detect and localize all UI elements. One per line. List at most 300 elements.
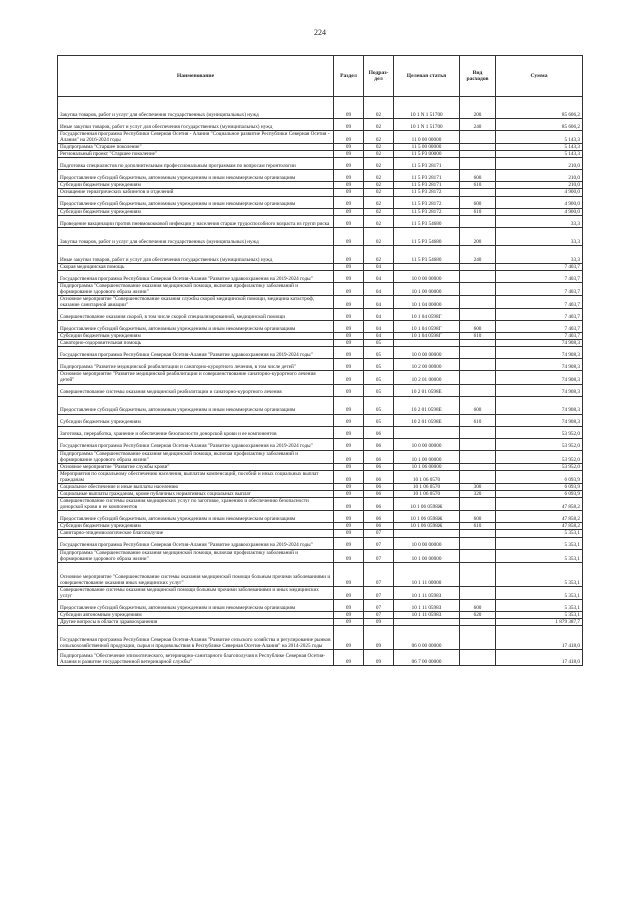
row-type xyxy=(460,158,496,170)
row-subsection: 06 xyxy=(364,523,394,530)
row-type xyxy=(460,438,496,450)
row-subsection: 09 xyxy=(364,650,394,666)
row-name: Оснащение гериатрических кабинетов и отделений xyxy=(58,189,334,196)
table-row xyxy=(58,215,583,227)
row-name: Предоставление субсидий бюджетным, автономным учреждениям и иным некоммерческим организациям xyxy=(58,170,334,182)
row-subsection: 06 xyxy=(364,483,394,490)
row-type xyxy=(460,384,496,396)
row-name: Подпрограмма "Совершенствование оказания медицинской помощи, включая профилактику заболеваний и формирование здорового образа жизни" xyxy=(58,549,334,562)
row-sum: 85 606,2 xyxy=(496,119,583,131)
table-row xyxy=(58,463,583,470)
row-sum: 74 908,3 xyxy=(496,414,583,426)
row-section: 09 xyxy=(334,97,364,119)
row-type xyxy=(460,151,496,158)
row-name: Предоставление субсидий бюджетным, автономным учреждениям и иным некоммерческим организациям xyxy=(58,599,334,611)
row-name: Государственная программа Республики Северная Осетия - Алания "Социальное развитие Республики Северная Осетия - Алания" на 2016-2024 годы xyxy=(58,131,334,144)
row-sum: 5 353,1 xyxy=(496,562,583,586)
row-subsection: 09 xyxy=(364,626,394,650)
row-sum: 85 606,2 xyxy=(496,97,583,119)
row-target: 11 5 P3 54680 xyxy=(394,215,460,227)
row-name: Основное мероприятие "Развитие медицинской реабилитации и совершенствование санаторно-курортного лечения детей" xyxy=(58,371,334,384)
row-target: 11 5 P3 00000 xyxy=(394,151,460,158)
row-subsection: 02 xyxy=(364,158,394,170)
row-section: 09 xyxy=(334,295,364,308)
row-target: 06 7 00 00000 xyxy=(394,650,460,666)
row-target: 11 5 P3 28172 xyxy=(394,196,460,208)
row-name: Подпрограмма "Обеспечение эпизоотического, ветеринарно-санитарного благополучия в Республике Северная Осетия-Алания и развитие государственной ветеринарной службы" xyxy=(58,650,334,666)
row-name: Подпрограмма "Совершенствование оказания медицинской помощи, включая профилактику заболеваний и формирование здорового образа жизни" xyxy=(58,450,334,463)
row-section: 09 xyxy=(334,511,364,523)
row-target: 10 1 00 00000 xyxy=(394,549,460,562)
row-subsection: 02 xyxy=(364,170,394,182)
table-row xyxy=(58,282,583,295)
table-row xyxy=(58,511,583,523)
row-target xyxy=(394,263,460,270)
row-target: 11 5 00 00000 xyxy=(394,144,460,151)
row-section: 09 xyxy=(334,384,364,396)
row-section: 09 xyxy=(334,491,364,498)
row-target: 06 0 00 00000 xyxy=(394,626,460,650)
row-name: Скорая медицинская помощь xyxy=(58,263,334,270)
row-section: 09 xyxy=(334,245,364,263)
row-section: 09 xyxy=(334,438,364,450)
row-type xyxy=(460,450,496,463)
column-header-name: Наименование xyxy=(58,56,334,97)
row-section: 09 xyxy=(334,530,364,537)
table-row xyxy=(58,599,583,611)
row-target: 11 5 P3 54680 xyxy=(394,227,460,245)
row-type xyxy=(460,144,496,151)
row-section: 09 xyxy=(334,650,364,666)
row-type xyxy=(460,309,496,321)
table-row xyxy=(58,189,583,196)
table-row xyxy=(58,182,583,189)
row-target: 11 5 P3 28172 xyxy=(394,189,460,196)
row-target: 10 1 06 0570 xyxy=(394,491,460,498)
row-type: 240 xyxy=(460,245,496,263)
row-name: Совершенствование системы оказания медицинской помощи больным прочими заболеваниями и иных медицинских услуг xyxy=(58,586,334,599)
row-name: Предоставление субсидий бюджетным, автономным учреждениям и иным некоммерческим организациям xyxy=(58,196,334,208)
row-type: 600 xyxy=(460,511,496,523)
row-section: 09 xyxy=(334,611,364,618)
row-sum: 17 418,0 xyxy=(496,650,583,666)
row-type xyxy=(460,549,496,562)
row-section: 09 xyxy=(334,158,364,170)
row-name: Совершенствование оказания скорой, в том числе скорой специализированной, медицинской помощи xyxy=(58,309,334,321)
row-section: 09 xyxy=(334,537,364,549)
row-type: 610 xyxy=(460,208,496,215)
row-sum: 53 952,0 xyxy=(496,463,583,470)
row-name: Подпрограмма "Старшее поколение" xyxy=(58,144,334,151)
table-row xyxy=(58,333,583,340)
row-target: 10 1 06 00000 xyxy=(394,463,460,470)
row-sum: 74 908,3 xyxy=(496,340,583,347)
row-subsection: 04 xyxy=(364,270,394,282)
table-row xyxy=(58,208,583,215)
row-type xyxy=(460,340,496,347)
table-row xyxy=(58,321,583,333)
row-sum: 4 900,0 xyxy=(496,208,583,215)
row-target: 10 1 06 0598Ж xyxy=(394,511,460,523)
row-type: 300 xyxy=(460,483,496,490)
row-section: 09 xyxy=(334,196,364,208)
row-target xyxy=(394,530,460,537)
row-target xyxy=(394,619,460,626)
row-name: Государственная программа Республики Северная Осетия-Алания "Развитие сельского хозяйства и регулирование рынков сельскохозяйственной продукции, сырья и продовольствия в Республике Северная Осетия-Алания" на 2014-2025 годы xyxy=(58,626,334,650)
row-name: Иные закупки товаров, работ и услуг для обеспечения государственных (муниципальных) нужд xyxy=(58,245,334,263)
row-name: Закупка товаров, работ и услуг для обеспечения государственных (муниципальных) нужд xyxy=(58,97,334,119)
row-target: 11 5 P3 28171 xyxy=(394,158,460,170)
row-sum: 210,0 xyxy=(496,170,583,182)
row-type xyxy=(460,619,496,626)
row-section: 09 xyxy=(334,144,364,151)
column-header-section: Раздел xyxy=(334,56,364,97)
row-sum: 5 353,1 xyxy=(496,611,583,618)
column-header-sum: Сумма xyxy=(496,56,583,97)
row-name: Социальные выплаты гражданам, кроме публичных нормативных социальных выплат xyxy=(58,491,334,498)
row-type xyxy=(460,215,496,227)
row-type: 610 xyxy=(460,333,496,340)
table-row xyxy=(58,626,583,650)
row-sum: 53 952,0 xyxy=(496,450,583,463)
row-type xyxy=(460,586,496,599)
row-target: 10 1 N 1 51700 xyxy=(394,119,460,131)
row-subsection: 09 xyxy=(364,619,394,626)
row-target: 10 2 01 0598Е xyxy=(394,414,460,426)
row-type xyxy=(460,562,496,586)
row-sum: 7 403,7 xyxy=(496,321,583,333)
row-name: Другие вопросы в области здравоохранения xyxy=(58,619,334,626)
table-row xyxy=(58,245,583,263)
row-name: Основное мероприятие "Развитие службы крови" xyxy=(58,463,334,470)
table-row xyxy=(58,586,583,599)
row-type: 320 xyxy=(460,491,496,498)
row-subsection: 02 xyxy=(364,97,394,119)
row-target: 11 0 00 00000 xyxy=(394,131,460,144)
row-subsection: 05 xyxy=(364,384,394,396)
table-row xyxy=(58,270,583,282)
row-sum: 7 403,7 xyxy=(496,282,583,295)
row-sum: 1 879 387,7 xyxy=(496,619,583,626)
row-subsection: 02 xyxy=(364,151,394,158)
row-type: 610 xyxy=(460,414,496,426)
row-target: 10 0 00 00000 xyxy=(394,270,460,282)
row-section: 09 xyxy=(334,359,364,371)
row-target: 10 1 06 0570 xyxy=(394,470,460,483)
row-type xyxy=(460,463,496,470)
row-subsection: 05 xyxy=(364,396,394,414)
table-row xyxy=(58,562,583,586)
row-sum: 47 858,2 xyxy=(496,511,583,523)
row-sum: 33,3 xyxy=(496,215,583,227)
row-subsection: 06 xyxy=(364,438,394,450)
row-subsection: 06 xyxy=(364,491,394,498)
row-name: Подготовка специалистов по дополнительным профессиональным программам по вопросам геронтологии xyxy=(58,158,334,170)
row-section: 09 xyxy=(334,463,364,470)
row-type xyxy=(460,295,496,308)
row-subsection: 07 xyxy=(364,599,394,611)
row-subsection: 02 xyxy=(364,131,394,144)
row-sum: 74 908,3 xyxy=(496,384,583,396)
row-target: 11 5 P3 28172 xyxy=(394,208,460,215)
table-row xyxy=(58,523,583,530)
row-sum: 7 403,7 xyxy=(496,333,583,340)
row-sum: 7 403,7 xyxy=(496,295,583,308)
row-section: 09 xyxy=(334,263,364,270)
row-name: Совершенствование системы оказания медицинских услуг по заготовке, хранению и обеспечению безопасности донорской крови и ее компонентов xyxy=(58,498,334,511)
row-type: 240 xyxy=(460,119,496,131)
row-section: 09 xyxy=(334,562,364,586)
row-target: 10 2 01 00000 xyxy=(394,371,460,384)
table-body xyxy=(58,97,583,666)
row-subsection: 06 xyxy=(364,470,394,483)
row-type: 600 xyxy=(460,599,496,611)
row-sum: 6 093,9 xyxy=(496,483,583,490)
row-name: Субсидии бюджетным учреждениям xyxy=(58,182,334,189)
row-sum: 47 858,2 xyxy=(496,498,583,511)
row-sum: 4 900,0 xyxy=(496,196,583,208)
row-section: 09 xyxy=(334,321,364,333)
row-type: 600 xyxy=(460,170,496,182)
row-type xyxy=(460,282,496,295)
row-sum: 4 900,0 xyxy=(496,189,583,196)
row-sum: 53 952,0 xyxy=(496,438,583,450)
table-row xyxy=(58,470,583,483)
table-row xyxy=(58,426,583,438)
row-target: 10 2 01 0598Е xyxy=(394,396,460,414)
row-target: 10 1 11 0598З xyxy=(394,611,460,618)
row-section: 09 xyxy=(334,182,364,189)
row-name: Совершенствование системы оказания медицинской реабилитации и санаторно-курортного лечения xyxy=(58,384,334,396)
table-row xyxy=(58,170,583,182)
row-subsection: 04 xyxy=(364,321,394,333)
row-section: 09 xyxy=(334,131,364,144)
row-target: 10 0 00 00000 xyxy=(394,347,460,359)
row-name: Предоставление субсидий бюджетным, автономным учреждениям и иным некоммерческим организациям xyxy=(58,396,334,414)
row-sum: 5 143,3 xyxy=(496,131,583,144)
row-subsection: 02 xyxy=(364,227,394,245)
row-target: 10 1 11 0598З xyxy=(394,586,460,599)
row-subsection: 05 xyxy=(364,359,394,371)
row-subsection: 06 xyxy=(364,511,394,523)
row-sum: 7 403,7 xyxy=(496,263,583,270)
row-section: 09 xyxy=(334,333,364,340)
row-name: Подпрограмма "Совершенствование оказания медицинской помощи, включая профилактику заболеваний и формирование здорового образа жизни" xyxy=(58,282,334,295)
row-sum: 17 418,0 xyxy=(496,626,583,650)
row-sum: 33,3 xyxy=(496,227,583,245)
row-target: 11 5 P3 28171 xyxy=(394,170,460,182)
row-sum: 210,0 xyxy=(496,182,583,189)
row-subsection: 04 xyxy=(364,263,394,270)
row-section: 09 xyxy=(334,396,364,414)
row-name: Региональный проект "Старшее поколение" xyxy=(58,151,334,158)
table-row xyxy=(58,549,583,562)
row-section: 09 xyxy=(334,599,364,611)
row-subsection: 06 xyxy=(364,463,394,470)
row-subsection: 07 xyxy=(364,549,394,562)
row-subsection: 02 xyxy=(364,189,394,196)
row-section: 09 xyxy=(334,227,364,245)
column-header-subsection: Подраз-дел xyxy=(364,56,394,97)
row-name: Иные закупки товаров, работ и услуг для обеспечения государственных (муниципальных) нужд xyxy=(58,119,334,131)
row-target: 10 2 00 00000 xyxy=(394,359,460,371)
row-section: 09 xyxy=(334,119,364,131)
row-section: 09 xyxy=(334,619,364,626)
row-name: Заготовка, переработка, хранение и обеспечение безопасности донорской крови и ее компонентов xyxy=(58,426,334,438)
row-subsection: 02 xyxy=(364,182,394,189)
row-sum: 74 908,3 xyxy=(496,347,583,359)
row-section: 09 xyxy=(334,371,364,384)
row-name: Предоставление субсидий бюджетным, автономным учреждениям и иным некоммерческим организациям xyxy=(58,511,334,523)
row-section: 09 xyxy=(334,170,364,182)
row-section: 09 xyxy=(334,483,364,490)
table-row xyxy=(58,438,583,450)
row-name: Субсидии бюджетным учреждениям xyxy=(58,414,334,426)
table-row xyxy=(58,483,583,490)
row-sum: 5 353,1 xyxy=(496,530,583,537)
row-target: 10 1 00 00000 xyxy=(394,450,460,463)
row-target: 10 1 11 00000 xyxy=(394,562,460,586)
table-row xyxy=(58,263,583,270)
row-target: 10 2 01 0598Е xyxy=(394,384,460,396)
row-section: 09 xyxy=(334,270,364,282)
table-row xyxy=(58,414,583,426)
row-section: 09 xyxy=(334,347,364,359)
table-row xyxy=(58,131,583,144)
row-name: Социальное обеспечение и иные выплаты населению xyxy=(58,483,334,490)
table-row xyxy=(58,371,583,384)
row-subsection: 06 xyxy=(364,426,394,438)
row-section: 09 xyxy=(334,340,364,347)
row-name: Субсидии бюджетным учреждениям xyxy=(58,208,334,215)
table-row xyxy=(58,537,583,549)
row-sum: 7 403,7 xyxy=(496,309,583,321)
row-section: 09 xyxy=(334,626,364,650)
row-subsection: 06 xyxy=(364,450,394,463)
table-row xyxy=(58,196,583,208)
row-type: 600 xyxy=(460,321,496,333)
table-row xyxy=(58,491,583,498)
row-type xyxy=(460,470,496,483)
row-name: Государственная программа Республики Северная Осетия-Алания "Развитие здравоохранения на 2019-2024 годы" xyxy=(58,270,334,282)
table-row xyxy=(58,340,583,347)
row-type: 200 xyxy=(460,97,496,119)
row-target xyxy=(394,426,460,438)
table-row xyxy=(58,611,583,618)
table-row xyxy=(58,359,583,371)
row-name: Предоставление субсидий бюджетным, автономным учреждениям и иным некоммерческим организациям xyxy=(58,321,334,333)
row-section: 09 xyxy=(334,523,364,530)
row-sum: 53 952,0 xyxy=(496,426,583,438)
row-section: 09 xyxy=(334,189,364,196)
row-type xyxy=(460,131,496,144)
page-number: 224 xyxy=(314,28,326,37)
row-type xyxy=(460,626,496,650)
row-target: 11 5 P3 28171 xyxy=(394,182,460,189)
row-target: 10 0 00 00000 xyxy=(394,438,460,450)
row-name: Субсидии бюджетным учреждениям xyxy=(58,523,334,530)
row-target: 10 1 N 1 51700 xyxy=(394,97,460,119)
row-name: Подпрограмма "Развитие медицинской реабилитации и санаторно-курортного лечения, в том числе детей" xyxy=(58,359,334,371)
row-subsection: 07 xyxy=(364,537,394,549)
row-type xyxy=(460,498,496,511)
row-type xyxy=(460,537,496,549)
row-subsection: 02 xyxy=(364,119,394,131)
table-row xyxy=(58,450,583,463)
row-subsection: 04 xyxy=(364,333,394,340)
row-subsection: 07 xyxy=(364,611,394,618)
row-subsection: 06 xyxy=(364,498,394,511)
row-target: 10 1 04 0598Г xyxy=(394,321,460,333)
table-row xyxy=(58,227,583,245)
row-type xyxy=(460,189,496,196)
table-row xyxy=(58,158,583,170)
row-subsection: 05 xyxy=(364,340,394,347)
row-type: 610 xyxy=(460,523,496,530)
row-subsection: 07 xyxy=(364,586,394,599)
row-type xyxy=(460,530,496,537)
row-target xyxy=(394,340,460,347)
row-subsection: 04 xyxy=(364,282,394,295)
row-subsection: 04 xyxy=(364,295,394,308)
row-name: Мероприятия по социальному обеспечению населения, выплатам компенсаций, пособий и иных социальных выплат гражданам xyxy=(58,470,334,483)
row-subsection: 05 xyxy=(364,347,394,359)
table-row xyxy=(58,619,583,626)
row-subsection: 04 xyxy=(364,309,394,321)
row-target: 10 1 04 00000 xyxy=(394,295,460,308)
row-section: 09 xyxy=(334,470,364,483)
table-row xyxy=(58,295,583,308)
row-target: 10 1 11 0598З xyxy=(394,599,460,611)
row-name: Основное мероприятие "Совершенствование оказания службы скорой медицинской помощи, медицина катастроф, оказание санитарной авиации" xyxy=(58,295,334,308)
row-section: 09 xyxy=(334,549,364,562)
row-sum: 47 858,2 xyxy=(496,523,583,530)
row-section: 09 xyxy=(334,282,364,295)
row-type xyxy=(460,347,496,359)
row-sum: 6 093,9 xyxy=(496,491,583,498)
row-sum: 74 908,3 xyxy=(496,359,583,371)
row-section: 09 xyxy=(334,498,364,511)
row-section: 09 xyxy=(334,208,364,215)
row-sum: 5 143,3 xyxy=(496,151,583,158)
table-row xyxy=(58,144,583,151)
row-sum: 5 353,1 xyxy=(496,599,583,611)
row-target: 10 1 00 00000 xyxy=(394,282,460,295)
row-type xyxy=(460,270,496,282)
row-type: 600 xyxy=(460,396,496,414)
row-target: 10 0 00 00000 xyxy=(394,537,460,549)
row-name: Санитарно-эпидемиологическое благополучие xyxy=(58,530,334,537)
row-type xyxy=(460,371,496,384)
row-type: 200 xyxy=(460,227,496,245)
row-target: 11 5 P3 54680 xyxy=(394,245,460,263)
column-header-target: Целевая статья xyxy=(394,56,460,97)
row-target: 10 1 04 0598Г xyxy=(394,309,460,321)
table-row xyxy=(58,119,583,131)
row-target: 10 1 06 0570 xyxy=(394,483,460,490)
table-header-row xyxy=(58,56,583,97)
table-row xyxy=(58,650,583,666)
table-row xyxy=(58,396,583,414)
row-section: 09 xyxy=(334,151,364,158)
table-row xyxy=(58,384,583,396)
row-name: Субсидии автономным учреждениям xyxy=(58,611,334,618)
row-type xyxy=(460,426,496,438)
row-name: Санаторно-оздоровительная помощь xyxy=(58,340,334,347)
row-name: Проведение вакцинации против пневмококковой инфекции у населения старше трудоспособного возраста из групп риска xyxy=(58,215,334,227)
row-name: Государственная программа Республики Северная Осетия-Алания "Развитие здравоохранения на 2019-2024 годы" xyxy=(58,347,334,359)
row-name: Государственная программа Республики Северная Осетия-Алания "Развитие здравоохранения на 2019-2024 годы" xyxy=(58,537,334,549)
